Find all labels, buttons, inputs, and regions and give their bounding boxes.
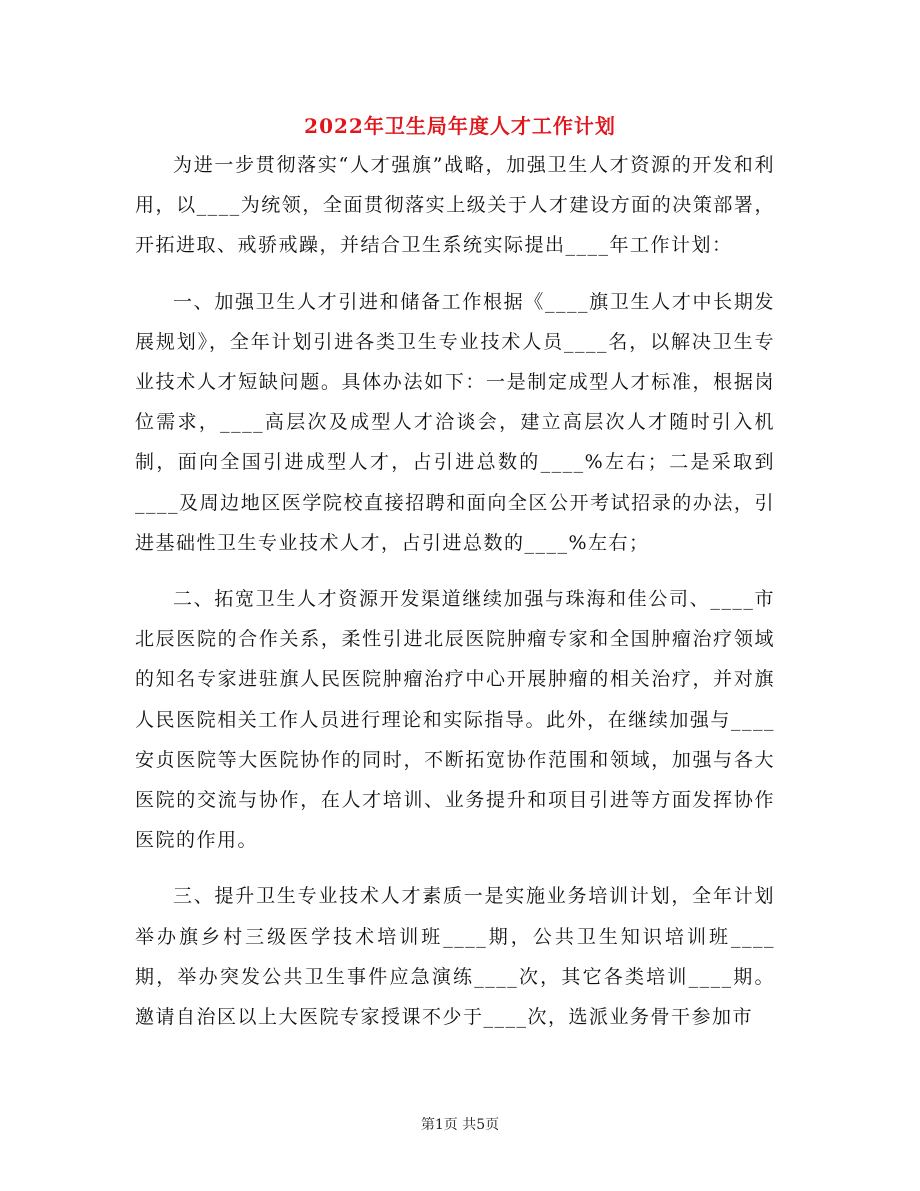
paragraph-section-3: 三、提升卫生专业技术人才素质一是实施业务培训计划，全年计划举办旗乡村三级医学技术培训班____期，公共卫生知识培训班____期，举办突发公共卫生事件应急演练____次，其它各类培训____期。邀请自治区以上大医院专家授课不少于____次，选派业务骨干参加市 bbox=[135, 885, 775, 1029]
page-number-footer: 第1页 共5页 bbox=[420, 1117, 500, 1133]
paragraph-intro: 为进一步贯彻落实“人才强旗”战略，加强卫生人才资源的开发和利用，以____为统领，全面贯彻落实上级关于人才建设方面的决策部署，开拓进取、戒骄戒躁，并结合卫生系统实际提出____年工作计划： bbox=[135, 154, 775, 257]
document-title: 2022年卫生局年度人才工作计划 bbox=[304, 114, 616, 138]
paragraph-section-2: 二、拓宽卫生人才资源开发渠道继续加强与珠海和佳公司、____市北辰医院的合作关系，柔性引进北辰医院肿瘤专家和全国肿瘤治疗领域的知名专家进驻旗人民医院肿瘤治疗中心开展肿瘤的相关治疗，并对旗人民医院相关工作人员进行理论和实际指导。此外，在继续加强与____安贞医院等大医院协作的同时，不断拓宽协作范围和领域，加强与各大医院的交流与协作，在人才培训、业务提升和项目引进等方面发挥协作医院的作用。 bbox=[135, 588, 775, 852]
paragraph-section-1: 一、加强卫生人才引进和储备工作根据《____旗卫生人才中长期发展规划》，全年计划引进各类卫生专业技术人员____名，以解决卫生专业技术人才短缺问题。具体办法如下：一是制定成型人才标准，根据岗位需求，____高层次及成型人才洽谈会，建立高层次人才随时引入机制，面向全国引进成型人才，占引进总数的____%左右；二是采取到____及周边地区医学院校直接招聘和面向全区公开考试招录的办法，引进基础性卫生专业技术人才，占引进总数的____%左右； bbox=[135, 290, 775, 554]
document-body bbox=[135, 145, 775, 1053]
